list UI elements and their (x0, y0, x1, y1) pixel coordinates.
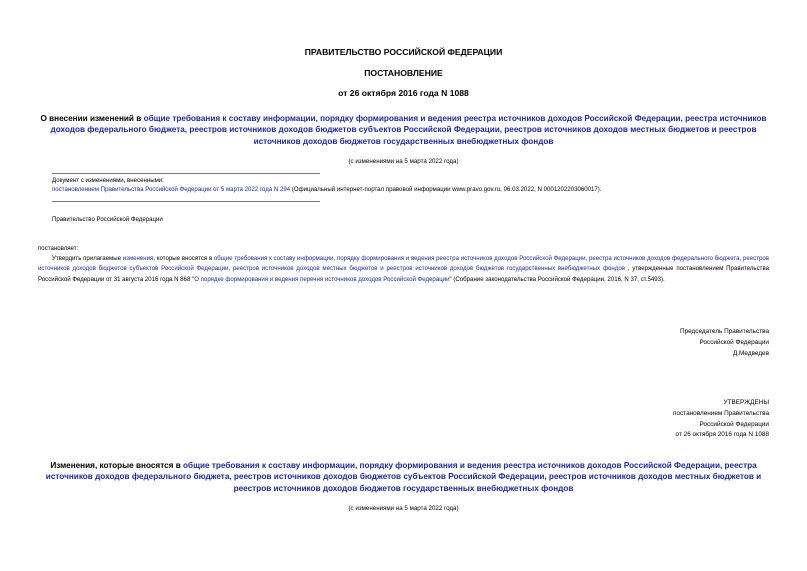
amendments-label: Документ с изменениями, внесенными: (52, 177, 164, 184)
annex-title-prefix: Изменения, которые вносятся в (50, 461, 184, 470)
amendments-entry (52, 186, 602, 193)
signature-line-3: Д.Медведев (732, 349, 769, 357)
document-title-link[interactable]: общие требования к составу информации, порядку формирования и ведения реестра источников доходов Российской Федерации, реестра источников доходов федерального бюджета, реестров источников доходов бюджетов субъектов Российской Федерации, реестров источников доходов местных бюджетов и реестров источников доходов бюджетов государственных внебюджетных фондов (50, 114, 767, 146)
annex-title (42, 460, 765, 494)
decree-868-link[interactable]: О порядке формирования и ведения перечня источников доходов Российской Федерации (194, 275, 450, 283)
approval-block (673, 398, 769, 441)
resolution-paragraph (38, 254, 769, 285)
document-date-number: от 26 октября 2016 года N 1088 (338, 88, 469, 98)
changes-link[interactable]: изменения (122, 255, 154, 262)
government-heading: ПРАВИТЕЛЬСТВО РОССИЙСКОЙ ФЕДЕРАЦИИ (304, 47, 503, 57)
document-type-heading: ПОСТАНОВЛЕНИЕ (364, 68, 443, 78)
title-amended-note: (с изменениями на 5 марта 2022 года) (348, 158, 459, 165)
signature-line-1: Председатель Правительства (680, 328, 769, 335)
amendments-bottom-rule (52, 201, 320, 202)
document-title (32, 113, 775, 147)
para-text-4: " (Собрание законодательства Российской Федерации, 2016, N 37, ст.5493). (449, 275, 665, 283)
amendment-link[interactable]: постановлением Правительства Российской Федерации от 5 марта 2022 года N 294 (52, 186, 291, 193)
signature-block (680, 327, 769, 359)
para-text-1: Утвердить прилагаемые (52, 255, 123, 262)
amendment-source: (Официальный интернет-портал правовой информации www.pravo.gov.ru, 06.03.2022, N 0001202203060017). (290, 186, 602, 193)
signature-line-2: Российской Федерации (699, 338, 769, 346)
resolves-text: постановляет: (38, 245, 79, 252)
amendments-top-rule (52, 173, 320, 174)
document-title-prefix: О внесении изменений в (40, 114, 144, 123)
para-text-2: , которые вносятся в (153, 255, 214, 262)
annex-title-link[interactable]: общие требования к составу информации, порядку формирования и ведения реестра источников доходов Российской Федерации, реестра источников доходов федерального бюджета, реестров источников доходов бюджетов субъектов Российской Федерации, реестров источников доходов местных бюджетов и реестров источников доходов бюджетов государственных внебюджетных фондов (45, 461, 762, 493)
issuer-text: Правительство Российской Федерации (52, 216, 163, 223)
approval-line-4: от 26 октября 2016 года N 1088 (675, 431, 769, 439)
para-text-3: , утвержденные постановлением Правительства Российской Федерации от 31 августа 2016 года N 868 " (38, 265, 769, 283)
approval-line-1: УТВЕРЖДЕНЫ (723, 399, 769, 406)
approval-line-3: Российской Федерации (699, 420, 769, 428)
annex-amended-note: (с изменениями на 5 марта 2022 года) (348, 505, 459, 512)
requirements-link[interactable]: общие требования к составу информации, порядку формирования и ведения реестра источников доходов Российской Федерации, реестра источников доходов федерального бюджета, реестров источников доходов бюджетов субъектов Российской Федерации, реестров источников доходов местных бюджетов и реестров источников доходов бюджетов государственных внебюджетных фондов (38, 255, 769, 273)
approval-line-2: постановлением Правительства (673, 409, 769, 417)
